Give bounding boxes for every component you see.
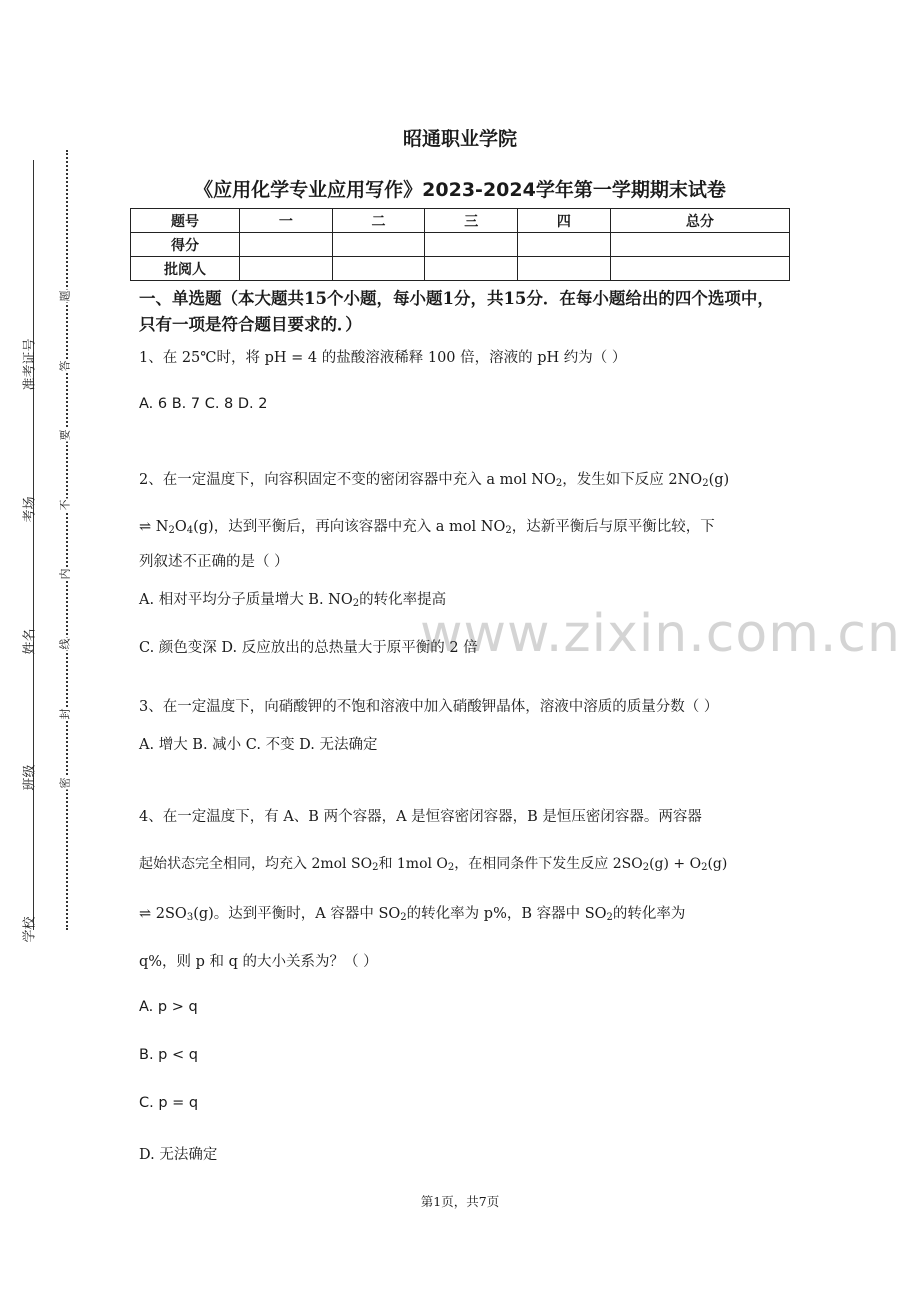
score-cell (610, 233, 789, 257)
subscript: 2 (447, 862, 455, 873)
subscript: 3 (186, 912, 194, 923)
question-2-stem-line2 (139, 515, 715, 536)
question-4-option-c: C. p = q (139, 1095, 199, 1111)
score-cell (332, 257, 425, 281)
text: ，发生如下反应 2NO (562, 472, 703, 488)
question-3-stem: 3、在一定温度下，向硝酸钾的不饱和溶液中加入硝酸钾晶体，溶液中溶质的质量分数（ ） (139, 699, 719, 715)
score-cell (425, 257, 518, 281)
seal-char: 要 (58, 429, 72, 441)
score-header-cell: 四 (518, 209, 611, 233)
text: ⇌ N (139, 519, 169, 535)
text: 的转化率为 (612, 906, 686, 922)
text: (g)，达到平衡后，再向该容器中充入 a mol NO (193, 519, 506, 535)
subscript: 2 (505, 525, 512, 536)
question-4-option-d: D. 无法确定 (139, 1147, 218, 1163)
question-1-options: A. 6 B. 7 C. 8 D. 2 (139, 396, 268, 412)
subscript: 2 (702, 478, 709, 489)
label-exam-room: 考场 (22, 496, 38, 523)
score-table-header-row (131, 209, 790, 233)
subscript: 2 (606, 912, 613, 923)
text: O (174, 519, 187, 535)
text: ⇌ 2SO (139, 906, 187, 922)
seal-char: 不 (58, 499, 72, 511)
label-school: 学校 (22, 916, 38, 943)
score-cell (518, 233, 611, 257)
score-cell (240, 233, 333, 257)
score-header-cell: 题号 (131, 209, 240, 233)
subscript: 2 (701, 862, 708, 873)
text: A. 相对平均分子质量增大 B. NO (139, 592, 353, 608)
subscript: 4 (186, 525, 194, 536)
score-cell (332, 233, 425, 257)
exam-title: 《应用化学专业应用写作》2023-2024学年第一学期期末试卷 (194, 179, 726, 201)
label-name: 姓名 (22, 628, 38, 655)
score-cell (610, 257, 789, 281)
score-row-label: 得分 (131, 233, 240, 257)
question-1-stem: 1、在 25℃时，将 pH = 4 的盐酸溶液稀释 100 倍，溶液的 pH 约为（ ） (139, 350, 627, 366)
school-name: 昭通职业学院 (402, 128, 517, 150)
question-2-stem-line1 (139, 468, 729, 489)
score-header-cell: 一 (240, 209, 333, 233)
question-2-stem-line3: 列叙述不正确的是（ ） (139, 554, 289, 570)
binding-dotted-line (66, 150, 68, 930)
seal-char: 内 (58, 568, 72, 580)
watermark: www.zixin.com.cn (420, 604, 901, 664)
binding-solid-line (33, 160, 34, 930)
subscript: 2 (555, 478, 563, 489)
seal-char: 线 (58, 638, 72, 650)
text: ，达新平衡后与原平衡比较，下 (511, 519, 715, 535)
text: (g) (708, 472, 730, 488)
question-4-option-a: A. p > q (139, 999, 198, 1015)
score-row-label: 批阅人 (131, 257, 240, 281)
question-4-option-b: B. p < q (139, 1047, 198, 1063)
page-footer: 第1页，共7页 (420, 1194, 500, 1209)
question-3-options: A. 增大 B. 减小 C. 不变 D. 无法确定 (139, 737, 378, 753)
question-4-stem-line2 (139, 853, 727, 873)
score-cell (240, 257, 333, 281)
score-header-cell: 二 (332, 209, 425, 233)
text: (g) (707, 856, 728, 872)
text: 的转化率提高 (359, 592, 447, 608)
score-table-row (131, 257, 790, 281)
label-exam-number: 准考证号 (22, 338, 38, 391)
text: 的转化率为 p%，B 容器中 SO (406, 906, 607, 922)
text: 和 1mol O (378, 856, 448, 872)
text: ，在相同条件下发生反应 2SO (454, 856, 643, 872)
score-cell (518, 257, 611, 281)
score-table-row (131, 233, 790, 257)
question-2-options-cd: C. 颜色变深 D. 反应放出的总热量大于原平衡的 2 倍 (139, 640, 478, 656)
text: (g)。达到平衡时，A 容器中 SO (193, 906, 401, 922)
seal-char: 密 (58, 777, 72, 789)
question-4-stem-line3 (139, 902, 685, 923)
question-4-stem-line4: q%，则 p 和 q 的大小关系为？（ ） (139, 954, 378, 970)
score-header-cell: 三 (425, 209, 518, 233)
subscript: 2 (352, 598, 360, 609)
subscript: 2 (168, 525, 175, 536)
seal-char: 封 (58, 708, 72, 720)
text: 起始状态完全相同，均充入 2mol SO (139, 856, 373, 872)
section-heading: 一、单选题（本大题共15个小题，每小题1分，共15分．在每小题给出的四个选项中，只有一项是符合题目要求的．） (139, 289, 774, 334)
text: (g) + O (649, 856, 702, 872)
label-class: 班级 (22, 764, 38, 791)
seal-char: 题 (58, 290, 72, 302)
score-table (130, 208, 790, 281)
question-4-stem-line1: 4、在一定温度下，有 A、B 两个容器，A 是恒容密闭容器，B 是恒压密闭容器。两容器 (139, 809, 702, 825)
score-cell (425, 233, 518, 257)
subscript: 2 (400, 912, 407, 923)
score-header-cell: 总分 (610, 209, 789, 233)
subscript: 2 (372, 862, 379, 873)
seal-char: 答 (58, 360, 72, 372)
question-2-options-ab (139, 588, 446, 609)
text: 2、在一定温度下，向容积固定不变的密闭容器中充入 a mol NO (139, 472, 556, 488)
subscript: 2 (642, 862, 650, 873)
